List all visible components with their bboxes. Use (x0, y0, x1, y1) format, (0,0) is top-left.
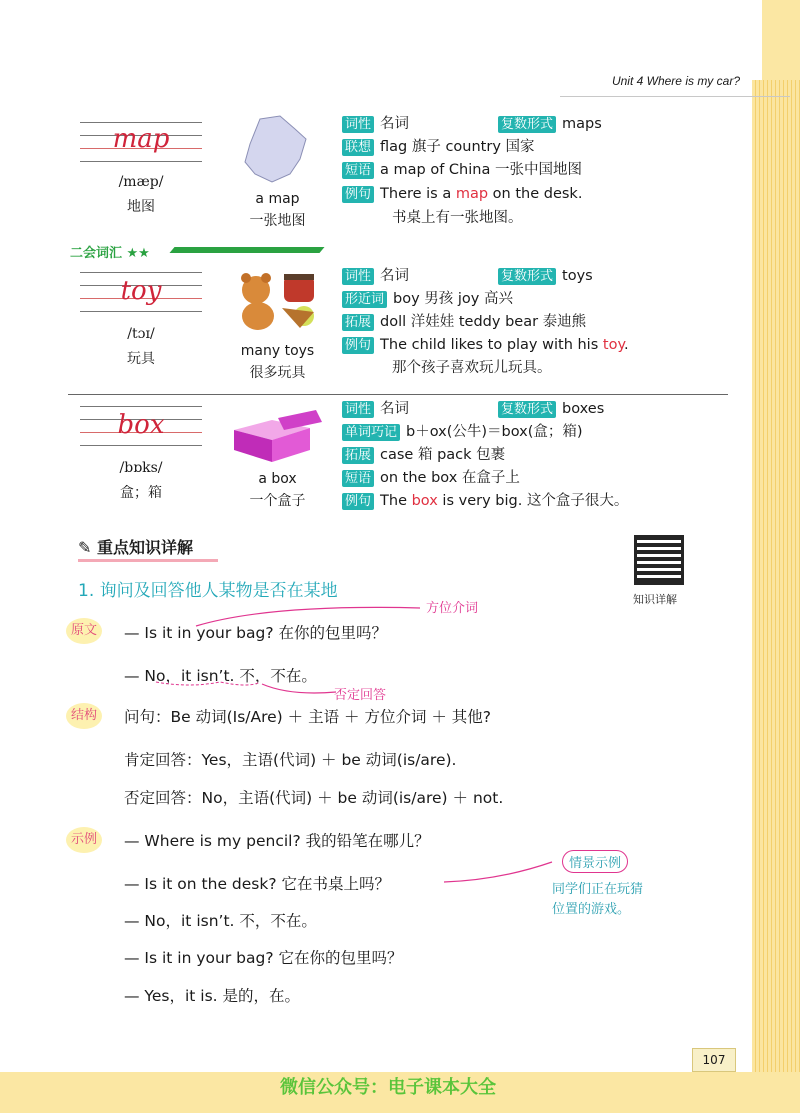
vocab-word: map (112, 124, 170, 154)
point-title: 1. 询问及回答他人某物是否在某地 (78, 581, 338, 601)
scene-arrow (440, 850, 560, 890)
map-image (240, 114, 310, 184)
example-1: — Where is my pencil? 我的铅笔在哪儿？ (124, 832, 430, 850)
vocab-word: toy (120, 276, 162, 306)
meaning: 盒；箱 (120, 485, 162, 501)
box-image (228, 408, 324, 464)
extension-row: 拓展 doll 洋娃娃 teddy bear 泰迪熊 (342, 312, 586, 332)
toys-image (234, 268, 324, 334)
phonetic: /mæp/ (118, 174, 164, 190)
structure-yes: 肯定回答：Yes，主语(代词) ＋ be 动词(is/are). (124, 751, 457, 769)
annotation-arrows (150, 600, 440, 700)
example-row: 例句 The box is very big. 这个盒子很大。 (342, 491, 628, 511)
picture-caption: a map 一张地图 (249, 191, 306, 229)
pos-row: 词性 名词 (342, 266, 409, 286)
scene-tag: 情景示例 (562, 850, 628, 873)
original-line-1: — Is it in your bag? 在你的包里吗？ (124, 624, 387, 642)
phonetic: /bɒks/ (119, 460, 163, 476)
original-line-2: — No，it isn’t. 不，不在。 (124, 667, 317, 685)
example-4: — Is it in your bag? 它在你的包里吗？ (124, 949, 403, 967)
example-2: — Is it on the desk? 它在书桌上吗？ (124, 875, 390, 893)
example-translation: 书桌上有一张地图。 (392, 210, 523, 226)
meaning: 地图 (127, 199, 155, 215)
association-row: 联想 flag 旗子 country 国家 (342, 137, 535, 157)
structure-question: 问句：Be 动词(Is/Are) ＋ 主语 ＋ 方位介词 ＋ 其他? (124, 708, 492, 726)
phrase-row: 短语 on the box 在盒子上 (342, 468, 520, 488)
plural-row: 复数形式 maps (498, 114, 602, 134)
entry-separator (68, 394, 728, 395)
header-rule (560, 96, 790, 97)
example-5: — Yes，it is. 是的，在。 (124, 987, 300, 1005)
qr-label: 知识详解 (633, 593, 677, 606)
plural-row: 复数形式 boxes (498, 399, 604, 419)
unit-title: Unit 4 Where is my car? (611, 74, 740, 88)
section-heading: ✎ 重点知识详解 (78, 538, 193, 557)
vocab-word: box (117, 410, 165, 440)
example-translation: 那个孩子喜欢玩儿玩具。 (392, 360, 552, 376)
section-bar (169, 247, 324, 253)
badge-structure: 结构 (66, 703, 102, 729)
structure-no: 否定回答：No，主语(代词) ＋ be 动词(is/are) ＋ not. (124, 789, 504, 807)
page-number: 107 (692, 1048, 736, 1072)
pos-row: 词性 名词 (342, 399, 409, 419)
extension-row: 拓展 case 箱 pack 包裹 (342, 445, 505, 465)
example-row: 例句 The child likes to play with his toy. (342, 335, 629, 355)
footer-watermark: 微信公众号：电子课本大全 (280, 1077, 496, 1098)
picture-caption: many toys 很多玩具 (240, 343, 315, 381)
heading-underline (78, 559, 218, 562)
meaning: 玩具 (127, 351, 155, 367)
note-preposition: 方位介词 (426, 601, 479, 616)
qr-code[interactable] (634, 535, 684, 585)
note-negative: 否定回答 (334, 688, 387, 703)
example-row: 例句 There is a map on the desk. (342, 184, 582, 204)
example-3: — No，it isn’t. 不，不在。 (124, 912, 317, 930)
phrase-row: 短语 a map of China 一张中国地图 (342, 160, 582, 180)
page-edge (752, 80, 800, 1113)
pos-row: 词性 名词 (342, 114, 409, 134)
similar-row: 形近词 boy 男孩 joy 高兴 (342, 289, 513, 309)
phonetic: /tɔɪ/ (127, 326, 155, 342)
memory-row: 单词巧记 b＋ox(公牛)＝box(盒；箱) (342, 422, 583, 442)
plural-row: 复数形式 toys (498, 266, 593, 286)
scene-note: 同学们正在玩猜 位置的游戏。 (552, 882, 644, 917)
badge-original: 原文 (66, 618, 102, 644)
badge-example: 示例 (66, 827, 102, 853)
section-label: 二会词汇 ★★ (70, 246, 150, 261)
picture-caption: a box 一个盒子 (249, 471, 306, 509)
